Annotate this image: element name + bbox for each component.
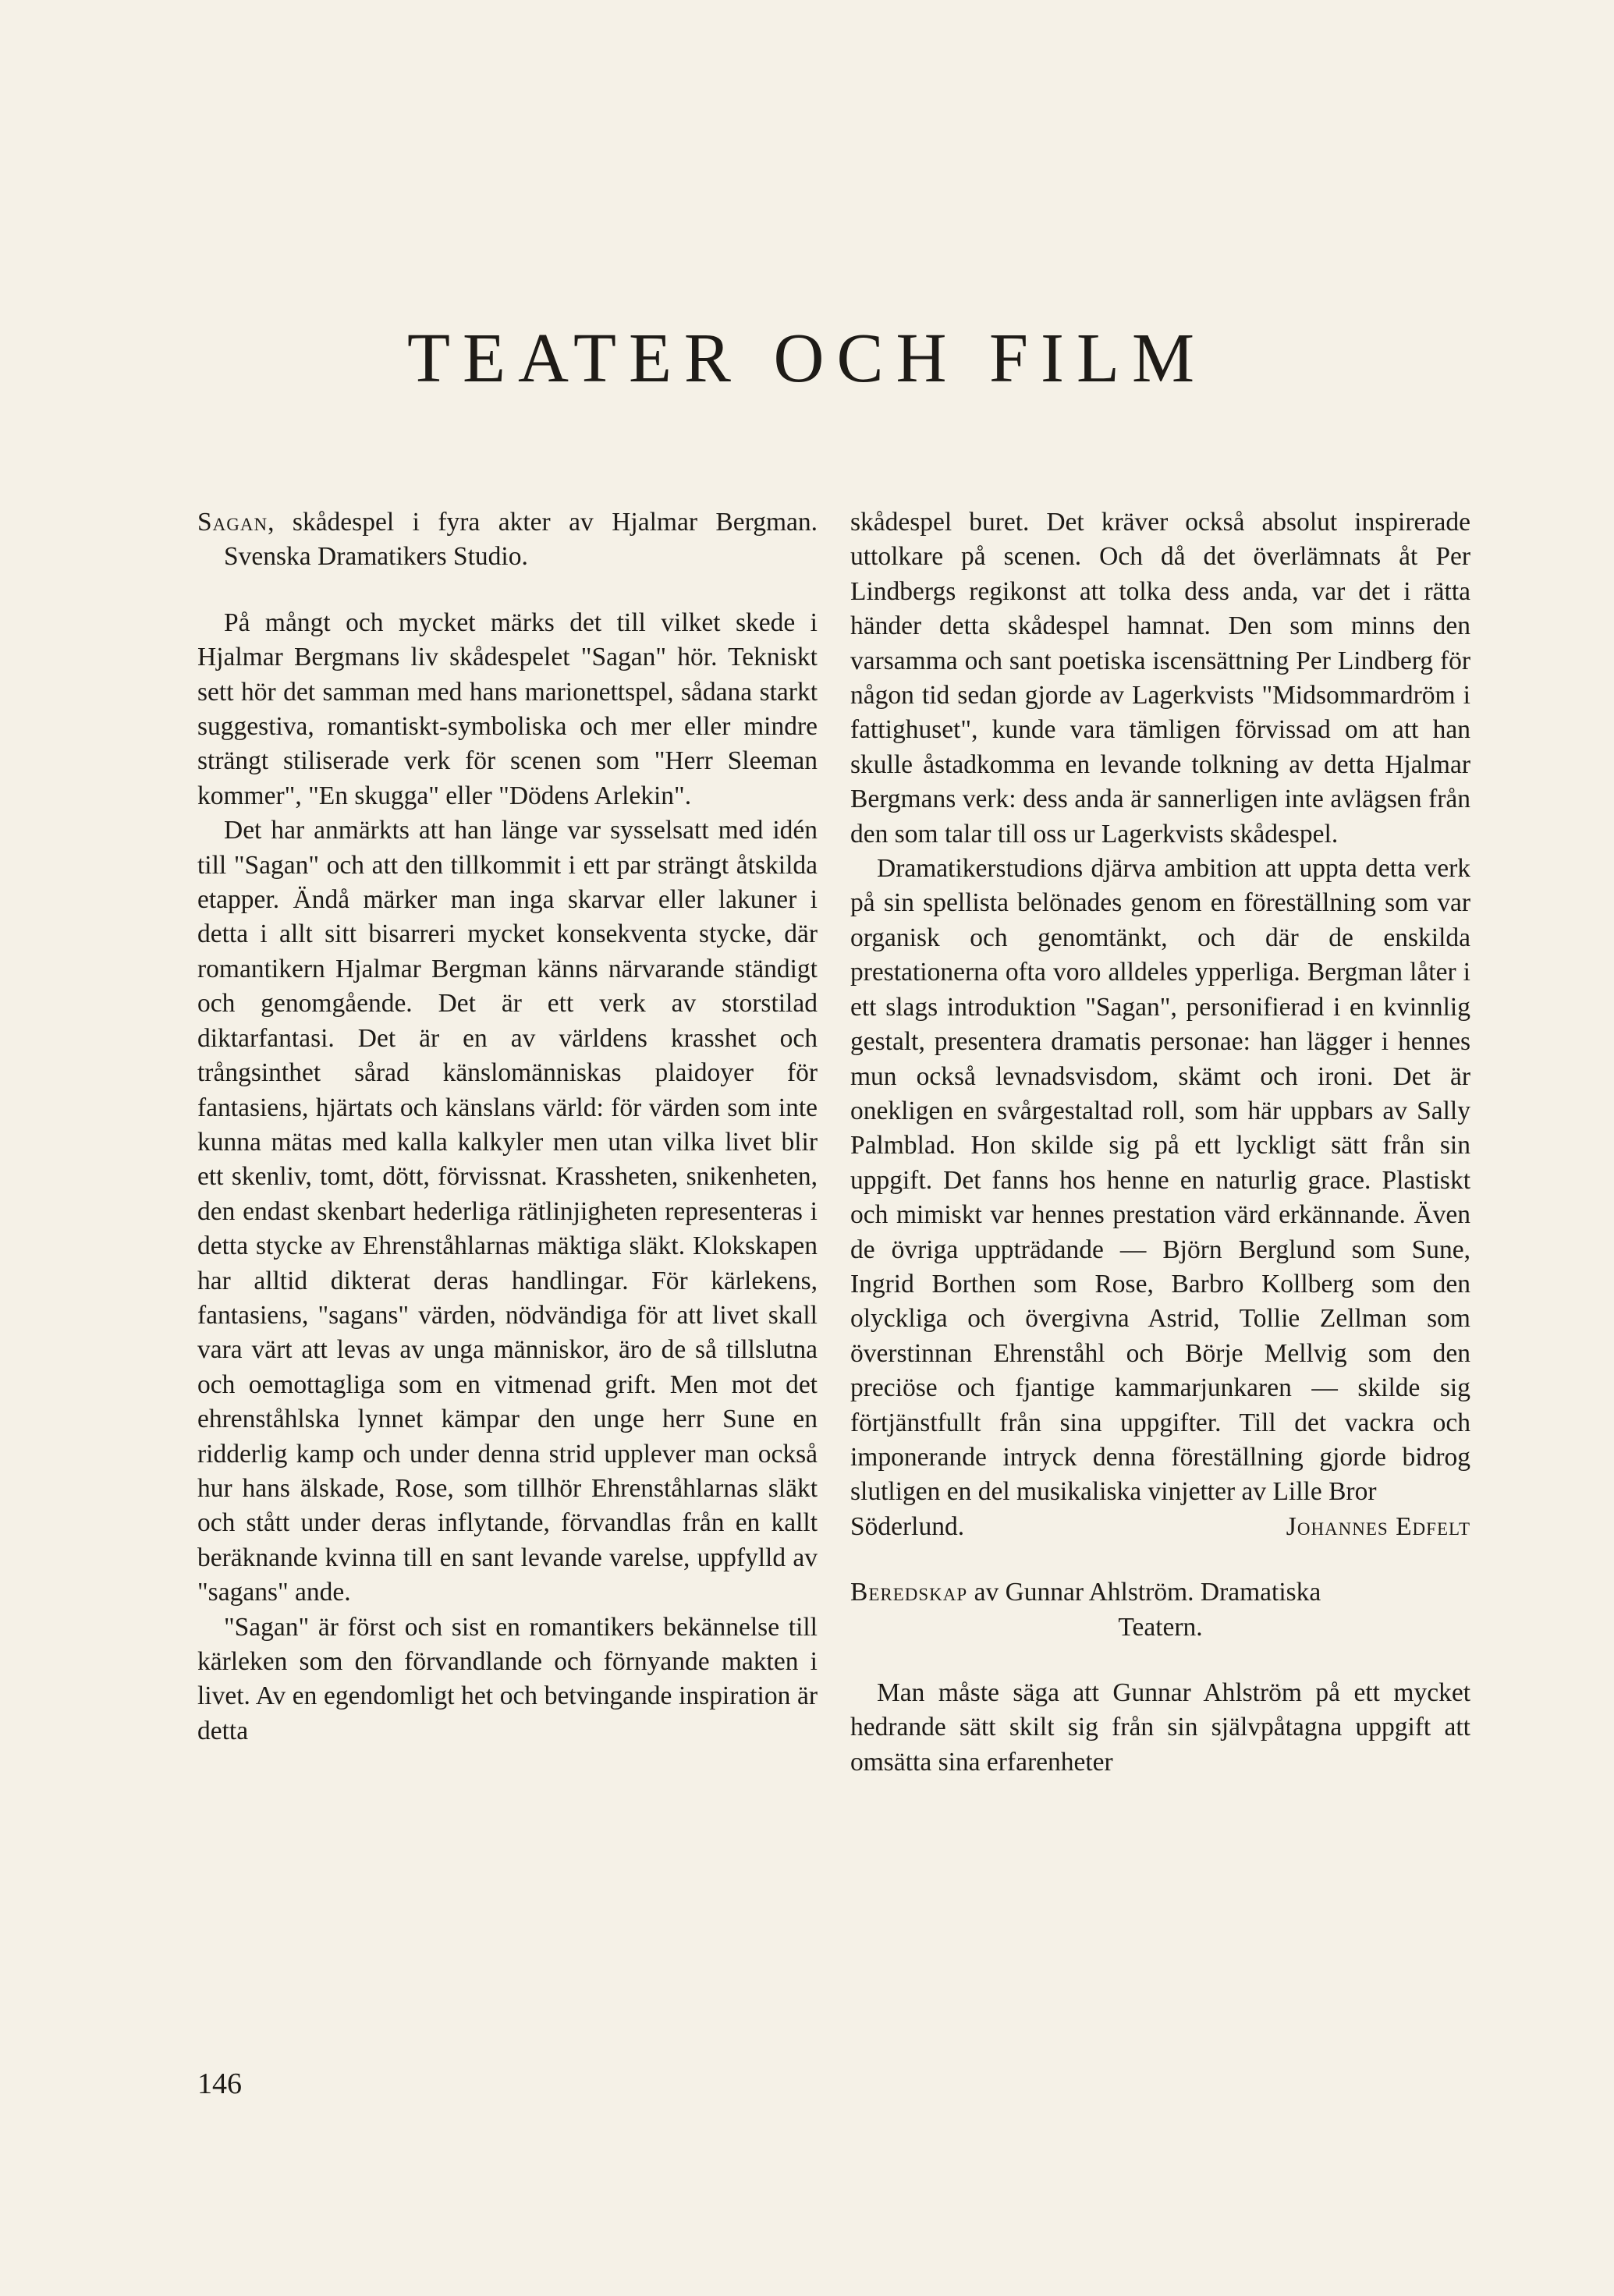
review-heading-details: av Gunnar Ahlström. Dramatiska <box>967 1578 1321 1607</box>
page-number: 146 <box>197 2067 242 2100</box>
review-heading-venue: Teatern. <box>1118 1612 1203 1642</box>
paragraph: "Sagan" är först och sist en romantikers bekännelse till kärleken som den förvandlande och förnyande makten i livet. Av en egendomligt het och betvingande inspiration är detta <box>197 1612 818 1745</box>
review-title-sagan: Sagan <box>197 508 268 537</box>
paragraph: Man måste säga att Gunnar Ahlström på ett mycket hedrande sätt skilt sig från sin självpåtagna uppgift att omsätta sina erfarenheter <box>850 1678 1470 1777</box>
review-title-beredskap: Beredskap <box>850 1578 968 1607</box>
review-heading-beredskap <box>850 1575 1470 1610</box>
review-heading-details: , skådespel i fyra akter av Hjalmar Bergman. Svenska Dramatikers Studio. <box>224 508 818 572</box>
page-title: TEATER OCH FILM <box>407 320 1207 397</box>
signature-line <box>850 1510 1470 1544</box>
right-column <box>850 505 1470 1780</box>
paragraph-end: Söderlund. <box>850 1511 965 1541</box>
paragraph: skådespel buret. Det kräver också absolut inspirerade uttolkare på scenen. Och då det överlämnats åt Per Lindbergs regikonst att tolka dess anda, var det i rätta händer detta skådespel hamnat. Den som minns den varsamma och sant poetiska iscensättning Per Lindberg för någon tid sedan gjorde av Lagerkvists "Midsommardröm i fattighuset", kunde vara tämligen förvissad om att han skulle åstadkomma en levande tolkning av detta Hjalmar Bergmans verk: dess anda är sannerligen inte avlägsen från den som talar till oss ur Lagerkvists skådespel. <box>850 508 1470 849</box>
author-signature: Johannes Edfelt <box>1286 1511 1470 1541</box>
paragraph: Det har anmärkts att han länge var sysselsatt med idén till "Sagan" och att den tillkommit i ett par strängt åtskilda etapper. Ändå märker man inga skarvar eller lakuner i detta i allt sitt bisarreri mycket konsekventa stycke, där romantikern Hjalmar Bergman känns närvarande ständigt och genomgående. Det är ett verk av storstilad diktarfantasi. Det är en av världens krasshet och trångsinthet sårad känslomänniskas plaidoyer för fantasiens, hjärtats och känslans värld: för värden som inte kunna mätas med kalla kalkyler men utan vilka livet blir ett skenliv, tomt, dött, förvissnat. Krassheten, snikenheten, den endast skenbart hederliga rätlinjigheten representeras i detta stycke av Ehrenståhlarnas mäktiga släkt. Klokskapen har alltid dikterat deras handlingar. För kärlekens, fantasiens, "sagans" värden, nödvändiga för att livet skall vara värt att levas av unga människor, äro de så tillslutna och oemottagliga som en vitmenad grift. Men mot det ehrenståhlska lynnet kämpar den unge herr Sune en ridderlig kamp och under denna strid upplever man också hur hans älskade, Rose, som tillhör Ehrenståhlarnas släkt och stått under deras inflytande, förvandlas från en kallt beräknande kvinna till en sant levande varelse, uppfylld av "sagans" ande. <box>197 816 818 1607</box>
review-heading-sagan <box>197 505 818 575</box>
left-column <box>197 505 818 1749</box>
paragraph: På mångt och mycket märks det till vilket skede i Hjalmar Bergmans liv skådespelet "Sagan" hör. Tekniskt sett hör det samman med hans marionettspel, sådana starkt suggestiva, romantiskt-symboliska och mer eller mindre strängt stiliserade verk för scenen som "Herr Sleeman kommer", "En skugga" eller "Dödens Arlekin". <box>197 608 818 810</box>
paragraph: Dramatikerstudions djärva ambition att uppta detta verk på sin spellista belönades genom en föreställning som var organisk och genomtänkt, och där de enskilda prestationerna ofta voro alldeles ypperliga. Bergman låter i ett slags introduktion "Sagan", personifierad i en kvinnlig gestalt, presentera dramatis personae: han lägger i hennes mun också levnadsvisdom, skämt och ironi. Det är onekligen en svårgestaltad roll, som här uppbars av Sally Palmblad. Hon skilde sig på ett lyckligt sätt från sin uppgift. Det fanns hos henne en naturlig grace. Plastiskt och mimiskt var hennes prestation värd erkännande. Även de övriga uppträdande — Björn Berglund som Sune, Ingrid Borthen som Rose, Barbro Kollberg som den olyckliga och övergivna Astrid, Tollie Zellman som överstinnan Ehrenståhl och Börje Mellvig som den preciöse och fjantige kammarjunkaren — skilde sig förtjänstfullt från sina uppgifter. Till det vackra och imponerande intryck denna föreställning gjorde bidrog slutligen en del musikaliska vinjetter av Lille Bror <box>850 854 1470 1507</box>
